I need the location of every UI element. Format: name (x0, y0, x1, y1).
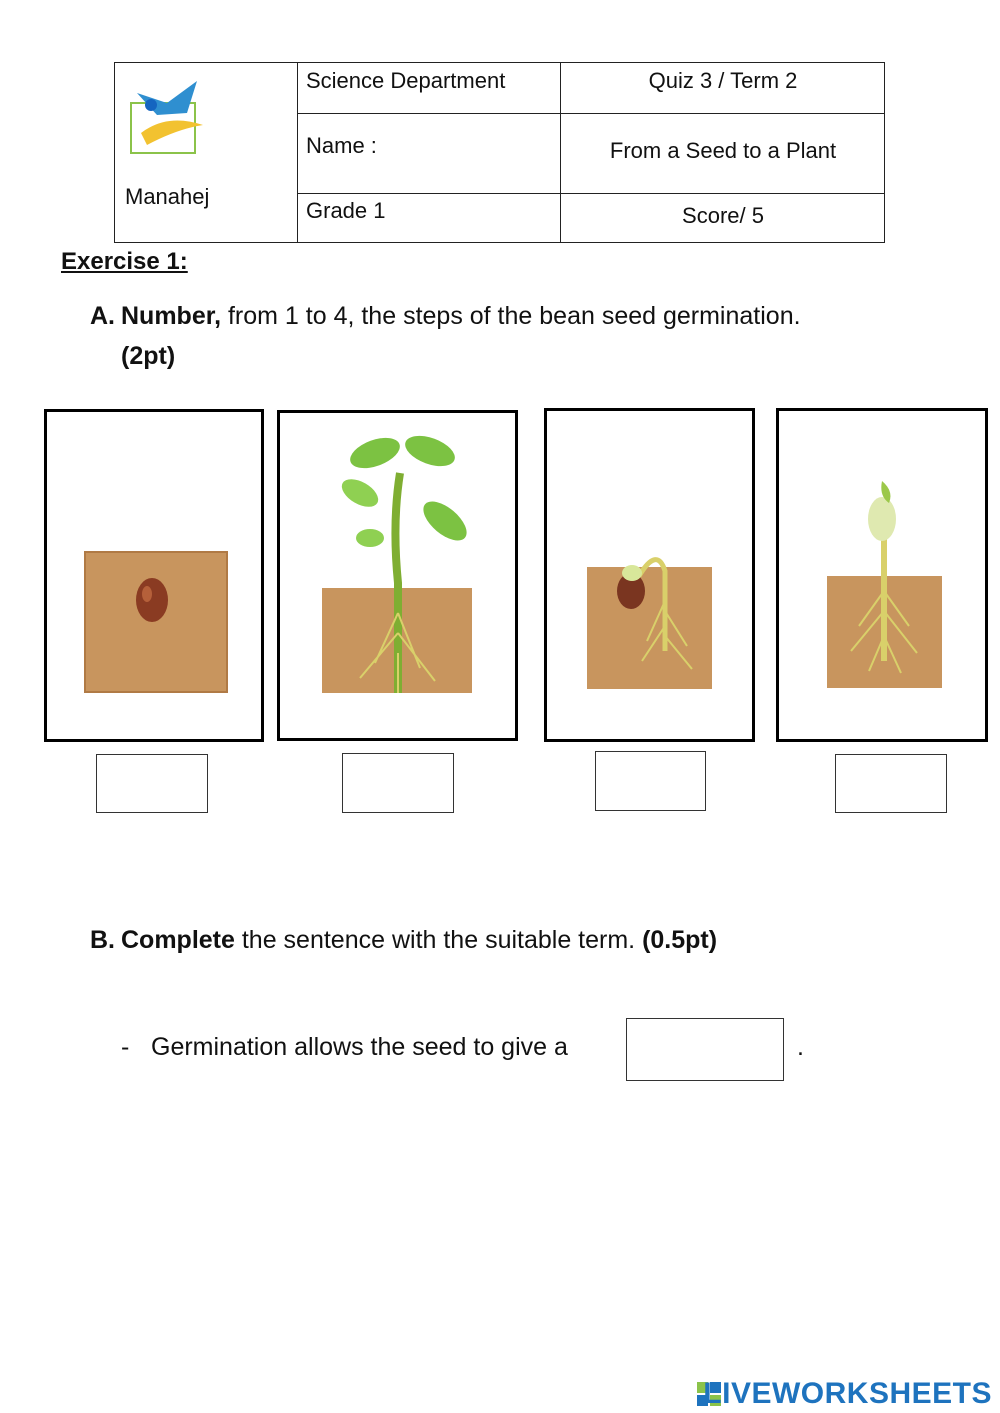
department-label: Science Department (306, 68, 506, 93)
part-a-letter: A. (90, 302, 115, 330)
part-b-points: (0.5pt) (642, 926, 718, 954)
header-table (114, 62, 885, 243)
seedling-illustration (779, 411, 985, 739)
quiz-label: Quiz 3 / Term 2 (648, 68, 798, 93)
young-plant-illustration (280, 413, 515, 738)
stage-image-plant (277, 410, 518, 741)
answer-box-3[interactable] (595, 751, 706, 811)
answer-box-1[interactable] (96, 754, 208, 813)
footer-brand: LIVEWORKSHEETS (703, 1377, 992, 1410)
part-b-letter: B. (90, 926, 115, 954)
stage-image-sprout (544, 408, 755, 742)
name-label: Name : (306, 133, 377, 158)
exercise-title: Exercise 1: (61, 248, 188, 275)
logo-name: Manahej (125, 184, 210, 209)
sentence-text: Germination allows the seed to give a (151, 1033, 568, 1061)
seed-in-soil-illustration (47, 412, 261, 739)
stage-image-seedling (776, 408, 988, 742)
answer-box-2[interactable] (342, 753, 454, 813)
manahej-logo (127, 73, 207, 159)
part-a-text: from 1 to 4, the steps of the bean seed germination. (221, 302, 801, 330)
part-b-instruction (90, 926, 717, 955)
part-a-points: (2pt) (121, 342, 176, 370)
stage-image-seed (44, 409, 264, 742)
sentence-period: . (797, 1033, 804, 1061)
sprouting-seed-illustration (547, 411, 752, 739)
topic-label: From a Seed to a Plant (609, 138, 837, 163)
part-b-text: the sentence with the suitable term. (234, 926, 643, 954)
part-a-instruction (90, 302, 801, 331)
sentence-answer-box[interactable] (626, 1018, 784, 1081)
grade-label: Grade 1 (306, 198, 386, 223)
bullet-dash: - (121, 1033, 130, 1061)
score-label: Score/ 5 (682, 203, 764, 228)
part-a-bold: Number, (121, 302, 222, 330)
part-b-bold: Complete (121, 926, 235, 954)
answer-box-4[interactable] (835, 754, 947, 813)
